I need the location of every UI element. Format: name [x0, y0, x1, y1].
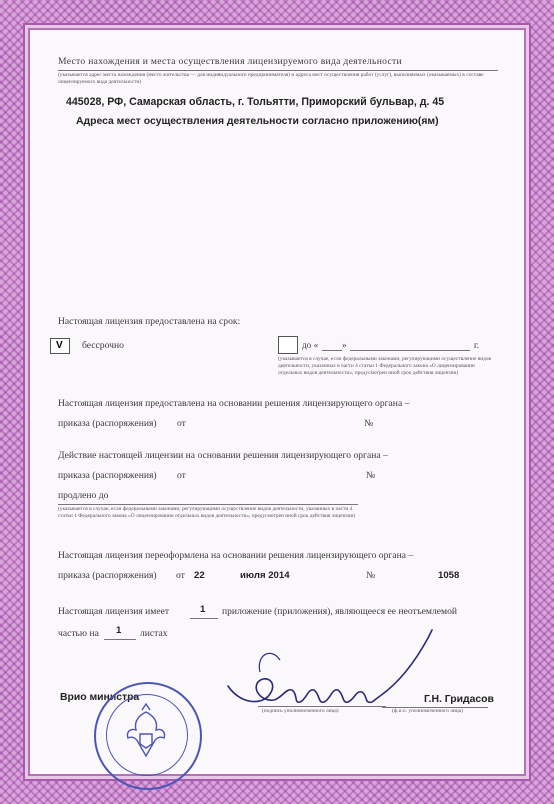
name-caption: (ф.и.о. уполномоченного лица): [392, 708, 463, 714]
until-day-line: [322, 350, 342, 351]
official-seal: [94, 682, 202, 790]
extended-rule: [58, 504, 358, 505]
appendix-prefix: Настоящая лицензия имеет: [58, 606, 170, 617]
until-prefix: до «: [302, 340, 319, 350]
address: 445028, РФ, Самарская область, г. Тольятти, Приморский бульвар, д. 45: [66, 96, 445, 108]
term-date-checkbox: [278, 336, 298, 354]
reissue-month-year: июля 2014: [240, 570, 290, 581]
signer-position: Врио министра: [60, 692, 140, 703]
action-num: №: [366, 470, 376, 481]
basis-line: Настоящая лицензия предоставлена на основании решения лицензирующего органа –: [58, 398, 410, 409]
appendix-count: 1: [200, 604, 206, 615]
unlimited-checkbox: [50, 338, 70, 354]
basis-order: приказа (распоряжения): [58, 418, 157, 429]
reissue-number: 1058: [438, 570, 460, 581]
location-heading: Место нахождения и места осуществления лицензируемого вида деятельности: [58, 56, 402, 67]
coat-of-arms-icon: [94, 682, 198, 786]
until-month-line: [350, 350, 470, 351]
unlimited-label: бессрочно: [82, 340, 124, 351]
sheets-suffix: листах: [140, 628, 168, 639]
part-prefix: частью на: [58, 628, 99, 639]
signer-name: Г.Н. Гридасов: [424, 694, 494, 705]
basis-from: от: [177, 418, 186, 429]
reissue-order: приказа (распоряжения): [58, 570, 157, 581]
sheets-count: 1: [116, 625, 122, 636]
signature-caption: (подпись уполномоченного лица): [262, 708, 339, 714]
basis-num: №: [364, 418, 374, 429]
term-note: (указывается в случае, если федеральными законами, регулирующими осуществление видов деятельности, указанных в части 4 статьи 1 Федерального закона «О лицензировании отдельных видов деятельности», предусмотрен иной срок действия лицензии): [278, 356, 492, 376]
document-body: [30, 30, 524, 774]
until-suffix: г.: [474, 340, 480, 350]
reissue-day: 22: [194, 570, 205, 581]
term-label: Настоящая лицензия предоставлена на срок:: [58, 316, 241, 327]
until-mid: »: [342, 340, 347, 350]
addresses-reference: Адреса мест осуществления деятельности согласно приложению(ям): [76, 116, 439, 127]
reissue-num: №: [366, 570, 376, 581]
check-mark: V: [56, 340, 63, 351]
action-note: (указывается в случае, если федеральными законами, регулирующими осуществление видов деятельности, указанных в части 4 статьи 1 Федерального закона «О лицензировании отдельных видов деятельности», предусмотрен иной срок действия лицензии): [58, 506, 356, 519]
reissue-line: Настоящая лицензия переоформлена на основании решения лицензирующего органа –: [58, 550, 414, 561]
appendix-suffix: приложение (приложения), являющееся ее неотъемлемой: [222, 606, 458, 617]
action-line: Действие настоящей лицензии на основании решения лицензирующего органа –: [58, 450, 388, 461]
heading-rule: [58, 70, 498, 71]
signature-scribble: [200, 616, 460, 726]
extended-label: продлено до: [58, 490, 109, 501]
action-order: приказа (распоряжения): [58, 470, 157, 481]
sheets-line: [104, 639, 136, 640]
location-note: (указывается адрес места нахождения (место жительства — для индивидуального предпринимателя) и адреса мест осуществления работ (услуг), выполняемых (оказываемых) в составе лицензируемого вида деятельности): [58, 72, 484, 85]
action-from: от: [177, 470, 186, 481]
reissue-from: от: [176, 570, 185, 581]
